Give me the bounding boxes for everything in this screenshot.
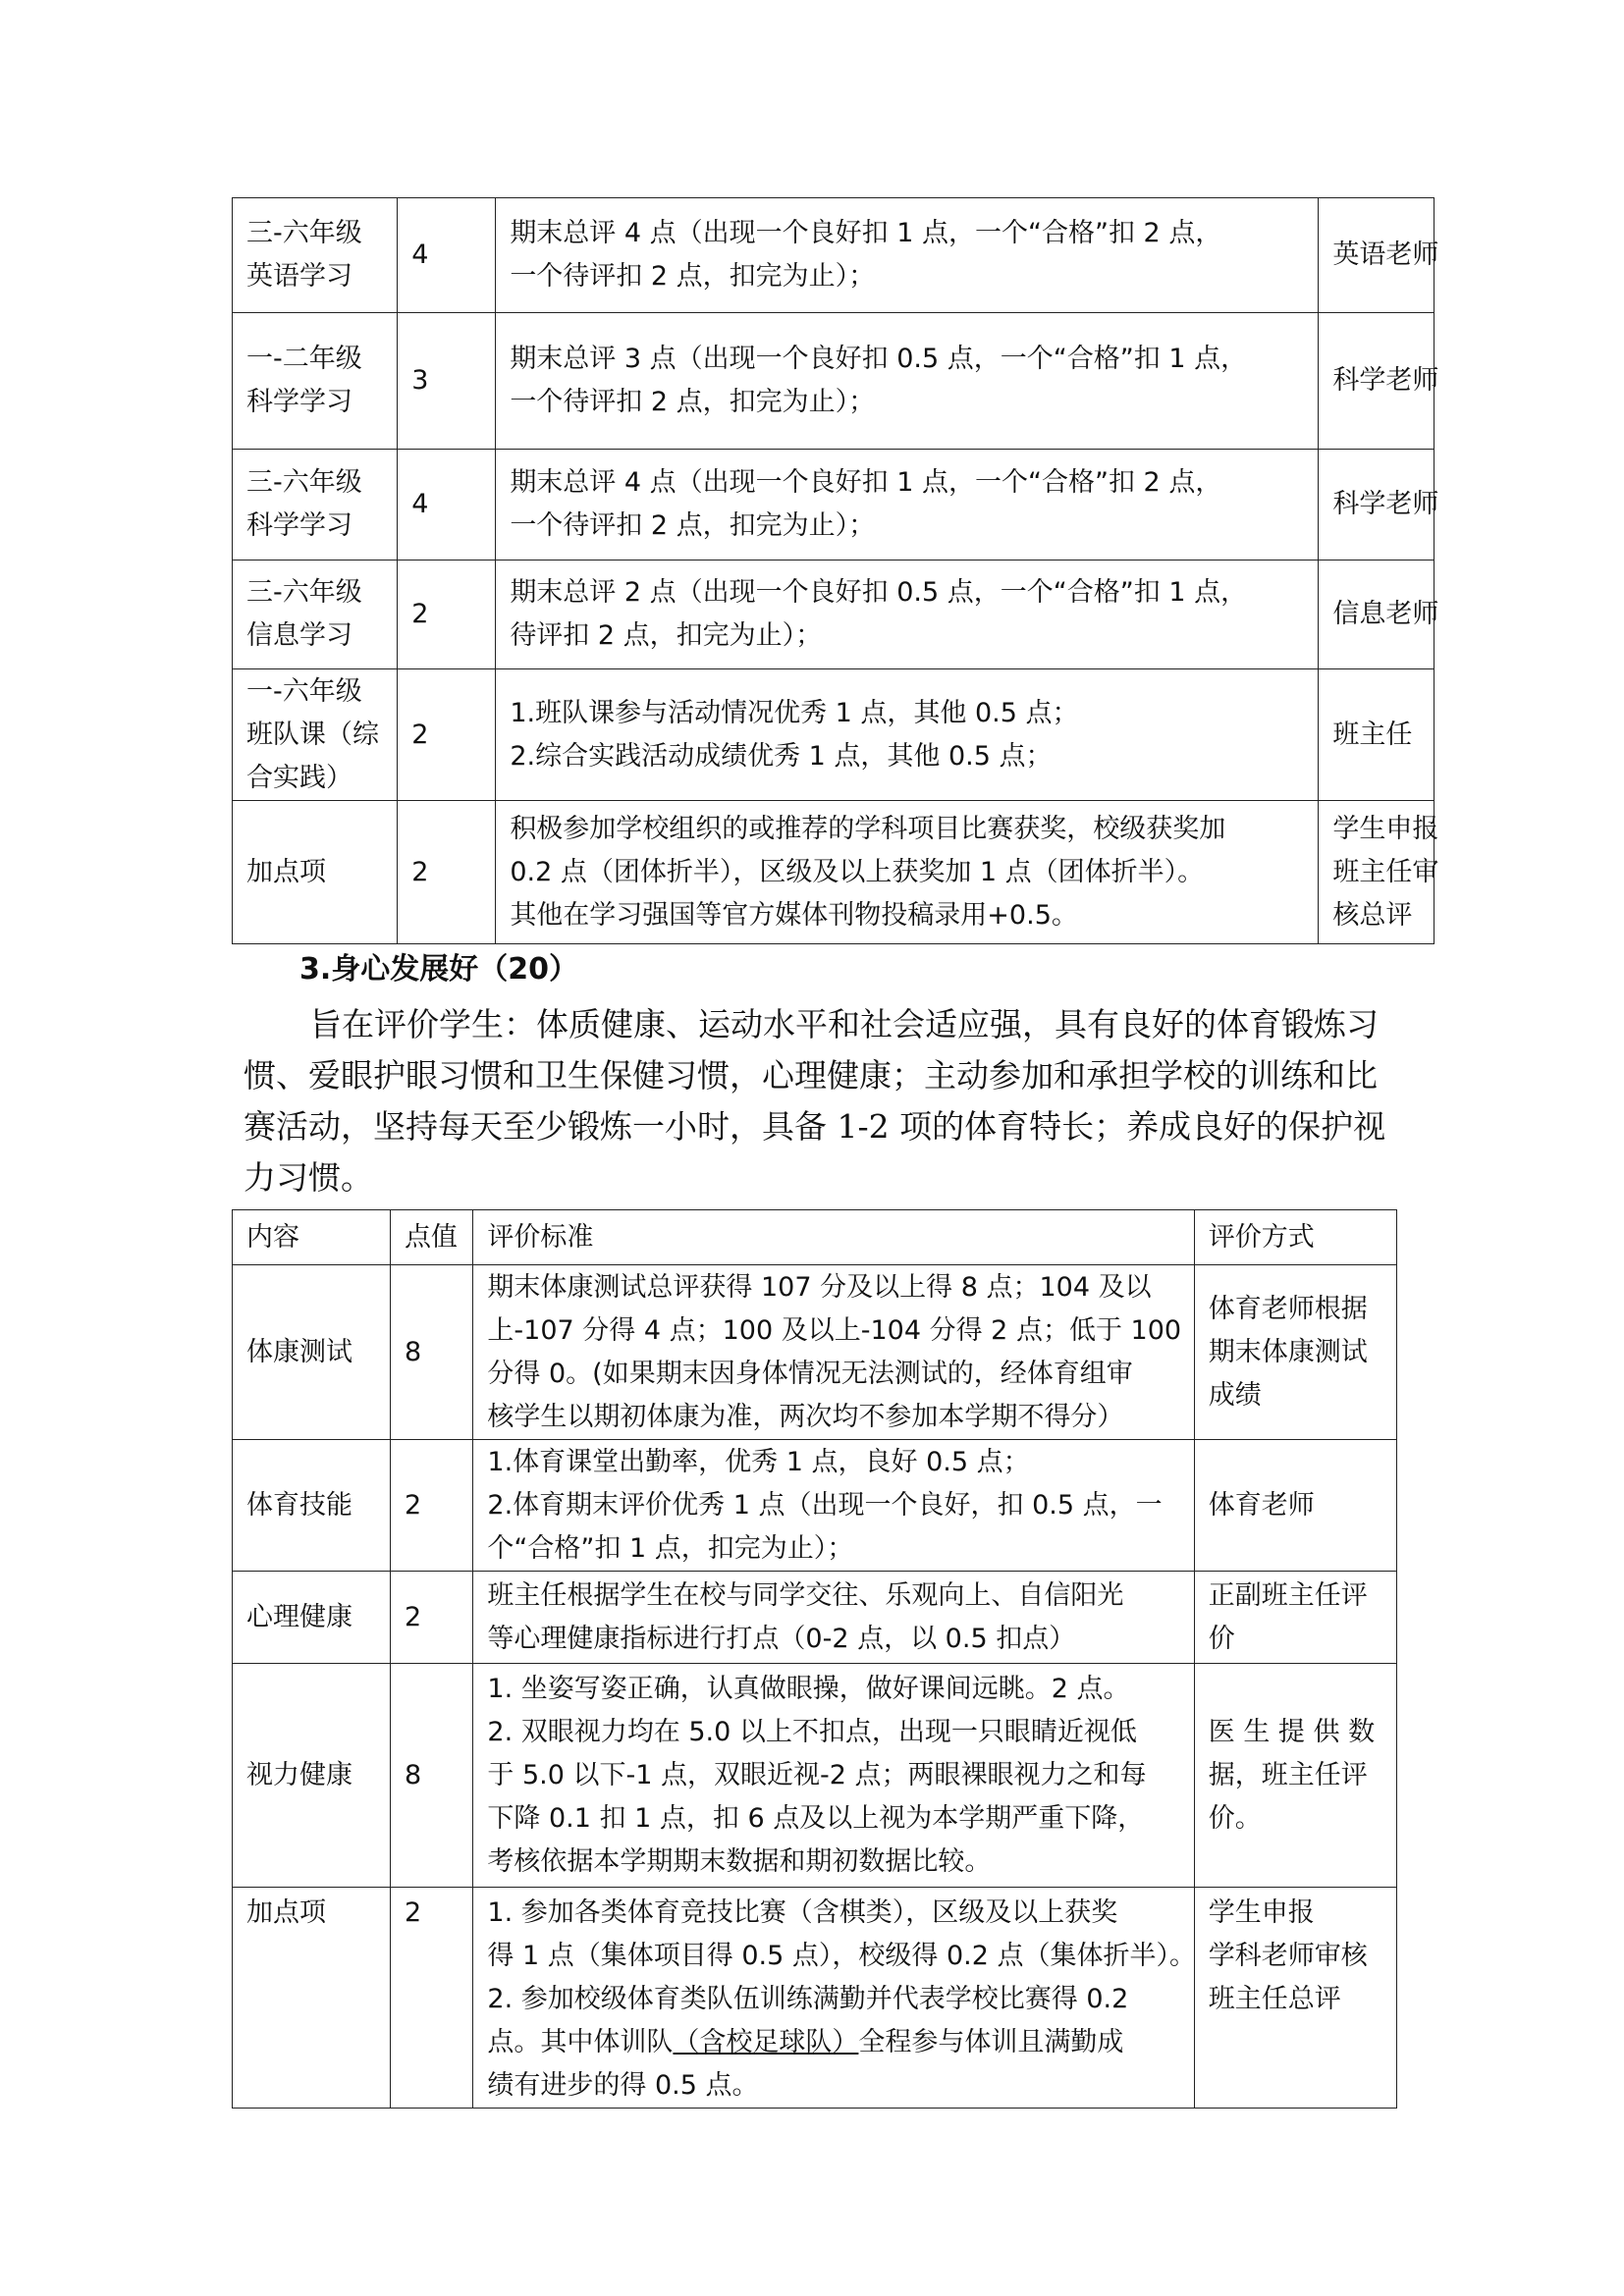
table-row <box>233 198 1435 313</box>
points-cell: 2 <box>398 561 496 669</box>
item-cell: 体康测试 <box>233 1265 391 1440</box>
header-row <box>233 1210 1397 1265</box>
method-cell: 科学老师 <box>1319 450 1435 561</box>
header-points: 点值 <box>390 1210 472 1265</box>
table-row <box>233 450 1435 561</box>
evaluation-table-1 <box>232 197 1439 944</box>
method-cell: 正副班主任评 价 <box>1194 1572 1396 1664</box>
method-cell: 学生申报 班主任审 核总评 <box>1319 801 1435 944</box>
evaluation-table-2 <box>232 1209 1397 2109</box>
points-cell: 8 <box>390 1265 472 1440</box>
standard-cell: 1.体育课堂出勤率，优秀 1 点，良好 0.5 点； 2.体育期末评价优秀 1 点（出现一个良好，扣 0.5 点，一 个“合格”扣 1 点，扣完为止）； <box>473 1440 1194 1572</box>
points-cell: 4 <box>398 198 496 313</box>
table-row <box>233 669 1435 801</box>
standard-cell: 班主任根据学生在校与同学交往、乐观向上、自信阳光 等心理健康指标进行打点（0-2 点，以 0.5 扣点） <box>473 1572 1194 1664</box>
standard-cell: 1. 参加各类体育竞技比赛（含棋类），区级及以上获奖 得 1 点（集体项目得 0.5 点），校级得 0.2 点（集体折半）。 2. 参加校级体育类队伍训练满勤并代表学校比赛得 0.2 点。其中体训队（含校足球队）全程参与体训且满勤成 绩有进步的得 0.5 点。 <box>473 1888 1194 2109</box>
table-row <box>233 313 1435 450</box>
points-cell: 2 <box>390 1888 472 2109</box>
standard-cell: 1. 坐姿写姿正确，认真做眼操，做好课间远眺。2 点。 2. 双眼视力均在 5.0 以上不扣点，出现一只眼睛近视低 于 5.0 以下-1 点，双眼近视-2 点；两眼裸眼视力之和每 下降 0.1 扣 1 点，扣 6 点及以上视为本学期严重下降， 考核依据本学期期末数据和期初数据比较。 <box>473 1664 1194 1888</box>
item-cell: 视力健康 <box>233 1664 391 1888</box>
item-cell: 加点项 <box>233 1888 391 2109</box>
method-cell: 英语老师 <box>1319 198 1435 313</box>
table-row <box>233 1664 1397 1888</box>
section-paragraph: 旨在评价学生：体质健康、运动水平和社会适应强，具有良好的体育锻炼习 惯、爱眼护眼习惯和卫生保健习惯，心理健康；主动参加和承担学校的训练和比 赛活动，坚持每天至少锻炼一小时，具备 1-2 项的体育特长；养成良好的保护视 力习惯。 <box>244 1005 1386 1197</box>
points-cell: 2 <box>398 669 496 801</box>
method-cell: 体育老师根据 期末体康测试 成绩 <box>1194 1265 1396 1440</box>
method-cell: 学生申报 学科老师审核 班主任总评 <box>1194 1888 1396 2109</box>
standard-cell: 期末总评 4 点（出现一个良好扣 1 点，一个“合格”扣 2 点， 一个待评扣 2 点，扣完为止）； <box>496 198 1319 313</box>
table2-body <box>233 1265 1397 2109</box>
item-cell: 三-六年级 科学学习 <box>233 450 398 561</box>
header-content: 内容 <box>233 1210 391 1265</box>
table-row <box>233 1265 1397 1440</box>
method-cell: 体育老师 <box>1194 1440 1396 1572</box>
method-cell: 医 生 提 供 数 据，班主任评 价。 <box>1194 1664 1396 1888</box>
standard-cell: 期末总评 4 点（出现一个良好扣 1 点，一个“合格”扣 2 点， 一个待评扣 2 点，扣完为止）； <box>496 450 1319 561</box>
item-cell: 体育技能 <box>233 1440 391 1572</box>
points-cell: 3 <box>398 313 496 450</box>
table-row <box>233 1888 1397 2109</box>
standard-cell: 积极参加学校组织的或推荐的学科项目比赛获奖，校级获奖加 0.2 点（团体折半），区级及以上获奖加 1 点（团体折半）。 其他在学习强国等官方媒体刊物投稿录用+0.5。 <box>496 801 1319 944</box>
points-cell: 2 <box>390 1572 472 1664</box>
item-cell: 加点项 <box>233 801 398 944</box>
item-cell: 三-六年级 英语学习 <box>233 198 398 313</box>
underlined-text: （含校足球队） <box>673 2027 859 2057</box>
standard-cell: 1.班队课参与活动情况优秀 1 点，其他 0.5 点； 2.综合实践活动成绩优秀 1 点，其他 0.5 点； <box>496 669 1319 801</box>
table-row <box>233 561 1435 669</box>
item-cell: 一-二年级 科学学习 <box>233 313 398 450</box>
table-row <box>233 1572 1397 1664</box>
item-cell: 一-六年级 班队课（综 合实践） <box>233 669 398 801</box>
header-standard: 评价标准 <box>473 1210 1194 1265</box>
section-heading: 3.身心发展好（20） <box>299 952 579 987</box>
points-cell: 8 <box>390 1664 472 1888</box>
method-cell: 信息老师 <box>1319 561 1435 669</box>
standard-cell: 期末总评 2 点（出现一个良好扣 0.5 点，一个“合格”扣 1 点， 待评扣 2 点，扣完为止）； <box>496 561 1319 669</box>
item-cell: 三-六年级 信息学习 <box>233 561 398 669</box>
table-header <box>233 1210 1397 1265</box>
method-cell: 班主任 <box>1319 669 1435 801</box>
method-cell: 科学老师 <box>1319 313 1435 450</box>
points-cell: 2 <box>398 801 496 944</box>
item-cell: 心理健康 <box>233 1572 391 1664</box>
table-row <box>233 801 1435 944</box>
standard-cell: 期末体康测试总评获得 107 分及以上得 8 点；104 及以 上-107 分得 4 点；100 及以上-104 分得 2 点；低于 100 分得 0。(如果期末因身体情况无法测试的，经体育组审 核学生以期初体康为准，两次均不参加本学期不得分） <box>473 1265 1194 1440</box>
header-method: 评价方式 <box>1194 1210 1396 1265</box>
points-cell: 2 <box>390 1440 472 1572</box>
points-cell: 4 <box>398 450 496 561</box>
table1-body <box>233 198 1439 944</box>
standard-cell: 期末总评 3 点（出现一个良好扣 0.5 点，一个“合格”扣 1 点， 一个待评扣 2 点，扣完为止）； <box>496 313 1319 450</box>
table-row <box>233 1440 1397 1572</box>
